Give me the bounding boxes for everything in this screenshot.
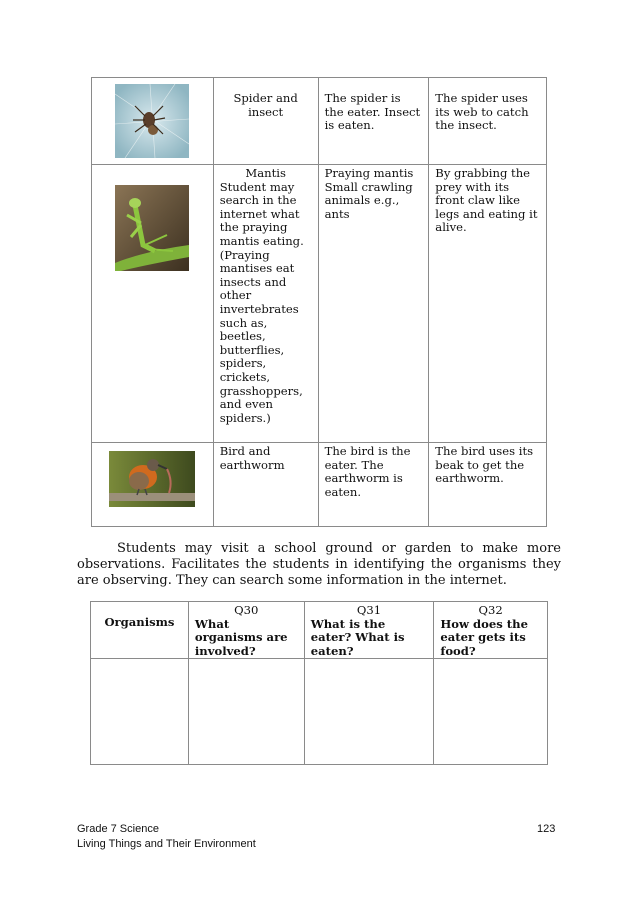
organism-note: Student may search in the internet what the praying mantis eating. (Praying mantises eat insects and other invertebrates such as, beetles, butterflies, spiders, crickets, grasshoppers, and even spiders.) [219, 179, 304, 425]
spider-photo [115, 84, 189, 158]
question-number: Q30 [234, 603, 259, 617]
organism-cell: Spider and insect [213, 78, 318, 165]
eater-cell: Praying mantis Small crawling animals e.g., ants [318, 165, 429, 443]
question-number: Q32 [478, 603, 503, 617]
answer-cell[interactable] [434, 659, 548, 765]
organism-cell: Bird and earthworm [213, 443, 318, 527]
table-row [92, 443, 547, 527]
praying-mantis-photo [115, 185, 189, 271]
answer-cell[interactable] [188, 659, 304, 765]
instruction-paragraph [77, 541, 561, 589]
organism-cell [213, 165, 318, 443]
page-number: 123 [537, 823, 556, 835]
organism-name: Mantis [245, 166, 286, 180]
table-row [92, 78, 547, 165]
header-q30 [188, 602, 304, 659]
image-cell [92, 443, 214, 527]
image-cell [92, 165, 214, 443]
paragraph-text: Students may visit a school ground or garden to make more observations. Facilitates the students in identifying the organisms they are observing. They can search some information in the internet. [77, 541, 561, 588]
bird-earthworm-photo [109, 451, 195, 507]
eater-cell: The bird is the eater. The earthworm is eaten. [318, 443, 429, 527]
footer-subject: Grade 7 Science [77, 823, 159, 835]
answer-cell[interactable] [304, 659, 434, 765]
table-row [92, 165, 547, 443]
eater-cell: The spider is the eater. Insect is eaten. [318, 78, 429, 165]
table-header-row [91, 602, 548, 659]
answer-cell[interactable] [91, 659, 189, 765]
observation-table [90, 601, 548, 765]
footer-unit: Living Things and Their Environment [77, 838, 256, 850]
organisms-table [91, 77, 547, 527]
answer-row [91, 659, 548, 765]
image-cell [92, 78, 214, 165]
header-organisms: Organisms [91, 602, 189, 659]
question-text: How does the eater gets its food? [440, 616, 528, 658]
method-cell: By grabbing the prey with its front claw like legs and eating it alive. [429, 165, 547, 443]
question-number: Q31 [356, 603, 382, 617]
question-text: What is the eater? What is eaten? [310, 616, 405, 658]
method-cell: The spider uses its web to catch the insect. [429, 78, 547, 165]
header-q32 [434, 602, 548, 659]
question-text: What organisms are involved? [194, 616, 288, 658]
header-q31 [304, 602, 434, 659]
method-cell: The bird uses its beak to get the earthworm. [429, 443, 547, 527]
